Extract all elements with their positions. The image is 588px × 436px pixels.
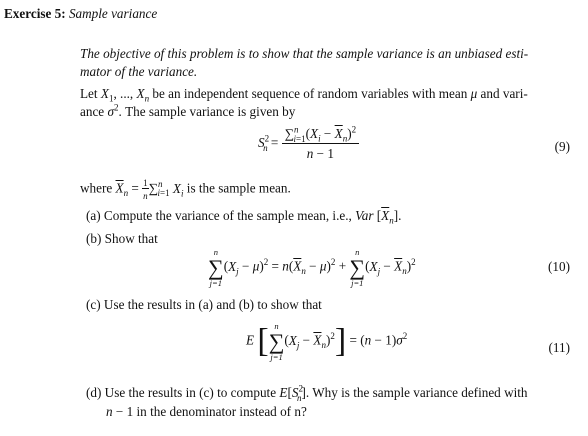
part-d-text: (d) Use the results in (c) to compute bbox=[86, 385, 277, 400]
part-d-line2-text: in the denominator instead of n? bbox=[136, 404, 307, 419]
intro-let: Let bbox=[80, 86, 98, 101]
intro-line-1: Let $X_1$, ..., $X_n$ be an independent sequence of random variables with mean μ and vari- bbox=[80, 86, 528, 104]
equation-10: n ∑ j=1 $(X_j - \mu)^2 = n(\overline{X}_n - \mu)^2$ + n ∑ j=1 $(X_j - \overline{X}_n)^2$ bbox=[208, 247, 416, 288]
exercise-title: Sample variance bbox=[68, 6, 158, 21]
part-d-line-2: n − 1 in the denominator instead of n? bbox=[106, 404, 307, 419]
part-c: (c) Use the results in (a) and (b) to show that bbox=[86, 297, 322, 312]
equation-11: E [ n ∑ j=1 $(X_j - \overline{X}_n)^2] = (n - 1)\sigma^2$ bbox=[246, 321, 408, 362]
intro-ance: ance bbox=[80, 104, 105, 119]
where-line: where $\overline{X}_n$ = $\frac{1}{n}$ ∑$^n_{i=1}$ $X_i$ is the sample mean. bbox=[80, 178, 291, 201]
where-suffix: is the sample mean. bbox=[186, 180, 291, 196]
where-prefix: where bbox=[80, 180, 113, 196]
intro-given: . The sample variance is given by bbox=[118, 104, 296, 119]
objective-line-2: mator of the variance. bbox=[80, 64, 198, 79]
eq10-number: (10) bbox=[548, 259, 570, 274]
part-d-suffix: . Why is the sample variance defined with bbox=[305, 385, 528, 400]
eq9-number: (9) bbox=[554, 139, 570, 154]
equation-9: $S^2_n$ = $\frac{\sum^n_{i=1}(X_i - \overline{X}_n)^2}{n - 1}$ bbox=[258, 126, 359, 162]
intro-line-2: ance $\sigma^2$. The sample variance is given by bbox=[80, 102, 296, 119]
exercise-label: Exercise 5: bbox=[4, 6, 66, 21]
objective-line-1: The objective of this problem is to show that the sample variance is an unbiased esti- bbox=[80, 46, 529, 61]
part-d-line-1: (d) Use the results in (c) to compute $E[S^2_n]$. Why is the sample variance defined with bbox=[86, 383, 528, 403]
part-b: (b) Show that bbox=[86, 231, 158, 246]
part-a-text: (a) Compute the variance of the sample mean, i.e., bbox=[86, 208, 352, 223]
intro-mid: be an independent sequence of random variables with mean bbox=[152, 86, 468, 101]
part-a: (a) Compute the variance of the sample mean, i.e., Var $[\overline{X}_n]$. bbox=[86, 208, 402, 226]
intro-suffix: and vari- bbox=[480, 86, 528, 101]
exercise-heading bbox=[4, 6, 157, 22]
eq11-number: (11) bbox=[548, 340, 570, 355]
